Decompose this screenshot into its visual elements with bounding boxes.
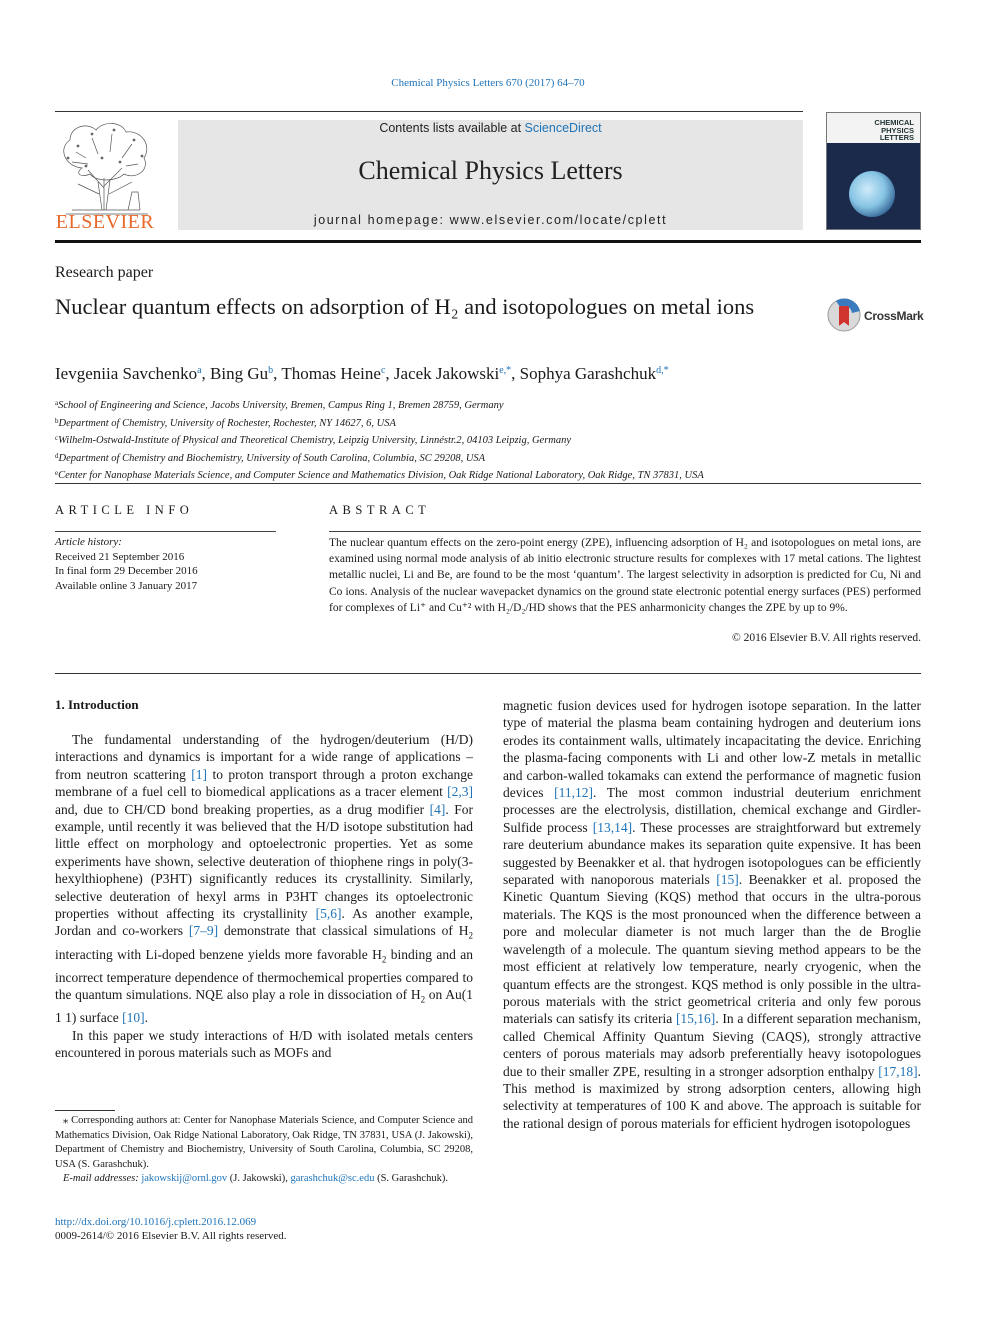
history-label: Article history: — [55, 536, 122, 548]
affiliation-item — [55, 466, 704, 484]
footnote — [55, 1114, 473, 1187]
author-affiliation-mark[interactable]: a — [197, 365, 202, 376]
sciencedirect-link[interactable]: ScienceDirect — [524, 121, 602, 135]
author-name: Ievgeniia Savchenko — [55, 364, 198, 383]
author-affiliation-mark[interactable]: c — [380, 365, 386, 376]
email-link[interactable]: jakowskij@ornl.gov — [141, 1173, 228, 1184]
citation-link[interactable]: [7–9] — [188, 923, 219, 939]
author-affiliation-mark[interactable]: e,* — [499, 365, 512, 376]
cover-title: CHEMICAL PHYSICS LETTERS — [874, 118, 914, 142]
affiliation-text: Center for Nanophase Materials Science, and Computer Science and Mathematics Division, Oak Ridge National Laboratory, Oak Ridge, TN 37831, USA — [58, 470, 704, 481]
citation-link[interactable]: [2,3] — [447, 784, 473, 800]
abstract-rule — [329, 531, 921, 532]
footnote-rule — [55, 1110, 115, 1111]
author-name: Sophya Garashchuk — [519, 364, 657, 383]
citation-link[interactable]: [1] — [191, 766, 208, 782]
citation-link[interactable]: [10] — [122, 1010, 145, 1026]
affiliation-item — [55, 414, 704, 432]
journal-homepage — [178, 213, 803, 227]
revised-date: In final form 29 December 2016 — [55, 565, 198, 577]
abstract-copyright: © 2016 Elsevier B.V. All rights reserved. — [732, 632, 921, 644]
body-column-left — [55, 731, 473, 1061]
corresponding-note: ⁎ Corresponding authors at: Center for Nanophase Materials Science, and Computer Science and Mathematics Division, Oak Ridge National Laboratory, Oak Ridge, TN 37831, USA (J. Jakowski), Department of Chemistry and Biochemistry, University of South Carolina, Columbia, SC 29208, USA (S. Garashchuk). — [55, 1115, 473, 1170]
citation-link[interactable]: [11,12] — [554, 785, 594, 801]
author-name: Bing Gu — [210, 364, 269, 383]
email-note — [55, 1172, 473, 1187]
received-date: Received 21 September 2016 — [55, 550, 185, 563]
affiliation-mark: d — [55, 451, 59, 460]
article-title: Nuclear quantum effects on adsorption of H₂ and isotopologues on metal ions — [55, 294, 755, 319]
author-name: Thomas Heine — [281, 364, 381, 383]
citation-link[interactable]: [4] — [429, 801, 446, 817]
affiliation-text: Department of Chemistry and Biochemistry, University of South Carolina, Columbia, SC 29208, USA — [58, 452, 486, 464]
article-info-rule — [55, 531, 276, 532]
journal-cover-thumbnail[interactable] — [826, 112, 921, 230]
affiliation-text: School of Engineering and Science, Jacobs University, Bremen, Campus Ring 1, Bremen 28759, Germany — [58, 400, 504, 411]
email-link[interactable]: garashchuk@sc.edu — [290, 1173, 375, 1184]
section-divider — [55, 483, 921, 484]
top-rule — [55, 111, 803, 112]
journal-name: Chemical Physics Letters — [358, 156, 623, 185]
homepage-prefix: journal homepage: — [313, 213, 450, 227]
affiliation-mark: b — [55, 416, 59, 425]
affiliation-list — [55, 396, 704, 484]
citation-link[interactable]: [15] — [716, 872, 739, 888]
author-affiliation-mark[interactable]: d,* — [656, 365, 669, 376]
article-type: Research paper — [55, 264, 154, 281]
contents-line — [178, 121, 803, 135]
section-heading-introduction: 1. Introduction — [55, 697, 139, 712]
affiliation-text: Wilhelm-Ostwald-Institute of Physical and Theoretical Chemistry, Leipzig University, Linnéstr.2, 04103 Leipzig, Germany — [58, 435, 572, 446]
citation-link[interactable]: [15,16] — [675, 1011, 716, 1027]
article-history — [55, 535, 198, 593]
crossmark-label[interactable]: CrossMark — [864, 309, 924, 323]
body-divider — [55, 673, 921, 674]
article-info-heading: ARTICLE INFO — [55, 503, 194, 517]
author-name: Jacek Jakowski — [393, 364, 500, 383]
citation-link[interactable]: [5,6] — [315, 906, 342, 922]
author-list: Ievgeniia Savchenko$^a$, Bing Gu$^b$, Thomas Heine$^c$, Jacek Jakowski$^{e,*}$, Sophya Garashchuk$^{d,*}$ — [55, 364, 669, 383]
citation-link[interactable]: [13,14] — [592, 819, 633, 835]
affiliation-mark: e — [55, 469, 59, 477]
elsevier-wordmark: ELSEVIER — [55, 211, 155, 233]
issn-copyright: 0009-2614/© 2016 Elsevier B.V. All rights reserved. — [55, 1230, 287, 1242]
author-affiliation-mark[interactable]: b — [268, 365, 274, 376]
abstract-heading: ABSTRACT — [329, 503, 431, 517]
email-label: E-mail addresses: — [63, 1173, 139, 1184]
affiliation-mark: a — [55, 399, 59, 407]
email-owner: (S. Garashchuk). — [377, 1173, 448, 1184]
affiliation-item — [55, 431, 704, 449]
citation-link[interactable]: [17,18] — [878, 1063, 918, 1079]
affiliation-item — [55, 396, 704, 414]
contents-prefix: Contents lists available at — [379, 121, 525, 135]
body-paragraph: The fundamental understanding of the hydrogen/deuterium (H/D) interactions and dynamics is important for a wide range of applications – from neutron scattering [1] to proton transport through a proton exchange membrane of a fuel cell to biomedical applications as a tracer element [2,3] and, due to CH/CD bond breaking properties, as a drug modifier [4]. For example, until recently it was believed that the H/D isotope substitution had little effect on morphology and optoelectronic properties. Yet as some experiments have shown, selective deuteration of thiophene rings in poly(3-hexylthiophene) (P3HT) significantly reduces its crystallinity. Similarly, selective deuteration of hexyl arms in P3HT changes its optoelectronic properties without affecting its crystallinity [5,6]. As another example, Jordan and co-workers [7–9] demonstrate that classical simulations of $H_2$ interacting with Li-doped benzene yields more favorable $H_2$ binding and an incorrect temperature dependence of thermochemical properties compared to the quantum simulations. NQE also play a role in dissociation of $H_2$ on Au(1 1 1) surface [10]. — [55, 732, 473, 1026]
header-divider — [55, 240, 921, 243]
body-paragraph: In this paper we study interactions of H/D with isolated metals centers encountered in porous materials such as MOFs and — [55, 1027, 473, 1060]
affiliation-text: Department of Chemistry, University of Rochester, Rochester, NY 14627, 6, USA — [58, 417, 396, 429]
doi-link[interactable]: http://dx.doi.org/10.1016/j.cplett.2016.12.069 — [55, 1216, 257, 1228]
email-owner: (J. Jakowski), — [229, 1173, 288, 1184]
homepage-url[interactable]: www.elsevier.com/locate/cplett — [449, 213, 668, 227]
journal-reference[interactable]: Chemical Physics Letters 670 (2017) 64–70 — [391, 77, 585, 89]
cover-artwork — [849, 171, 895, 217]
body-column-right — [503, 697, 921, 1132]
abstract-text: The nuclear quantum effects on the zero-point energy (ZPE), influencing adsorption of H₂ and isotopologues on metal ions, are examined using normal mode analysis of ab initio electronic structure results for complexes with 17 metal cations. The lightest metallic nuclei, Li and Be, are found to be the most ‘quantum’. The largest selectivity in adsorption is predicted for Cu, Ni and Co ions. Analysis of the nuclear wavepacket dynamics on the ground state electronic potential energy surfaces (PES) performed for complexes of Li⁺ and Cu⁺² with H₂/D₂/HD shows that the PES anharmonicity changes the ZPE by up to 9%. — [329, 537, 921, 614]
affiliation-mark: c — [55, 434, 59, 442]
affiliation-item — [55, 449, 704, 467]
online-date: Available online 3 January 2017 — [55, 579, 198, 592]
body-paragraph: magnetic fusion devices used for hydrogen isotope separation. In the latter type of material the plasma beam containing hydrogen and deuterium ions erodes its containment walls, ultimately incapacitating the device. Enriching the plasma-facing components with Li and other low-Z metals in metallic and carbon-walled tokamaks can extend the performance of magnetic fusion devices [11,12]. The most common industrial deuterium enrichment processes are the electrolysis, distillation, chemical exchange and Girdler-Sulfide process [13,14]. These processes are straightforward but extremely rare deuterium abundance makes its separation quite expensive. It has been suggested by Beenakker et al. that hydrogen isotopologues can be efficiently separated with nanoporous materials [15]. Beenakker et al. proposed the Kinetic Quantum Sieving (KQS) method that occurs in the ultra-porous materials. The KQS is the most pronounced when the difference between a pore and molecular diameter is not much larger than the de Broglie wavelength of a molecule. The quantum sieving method appears to be the most efficient at relatively low temperature, nearly cryogenic, when the quantum effects are the strongest. KQS method is only possible in the ultra-porous materials with the strict geometrical criteria and only few porous materials can satisfy its criteria [15,16]. In a different separation mechanism, called Chemical Affinity Quantum Sieving (CAQS), strongly attractive centers of porous materials may adsorb preferentially heavy isotopologues due to their smaller ZPE, resulting in a stronger adsorption enthalpy [17,18]. This method is maximized by strong adsorption centers, allowing high selectivity at temperatures of 100 K and above. The approach is suitable for the rational design of porous materials for efficient hydrogen isotopologues — [503, 698, 921, 1131]
